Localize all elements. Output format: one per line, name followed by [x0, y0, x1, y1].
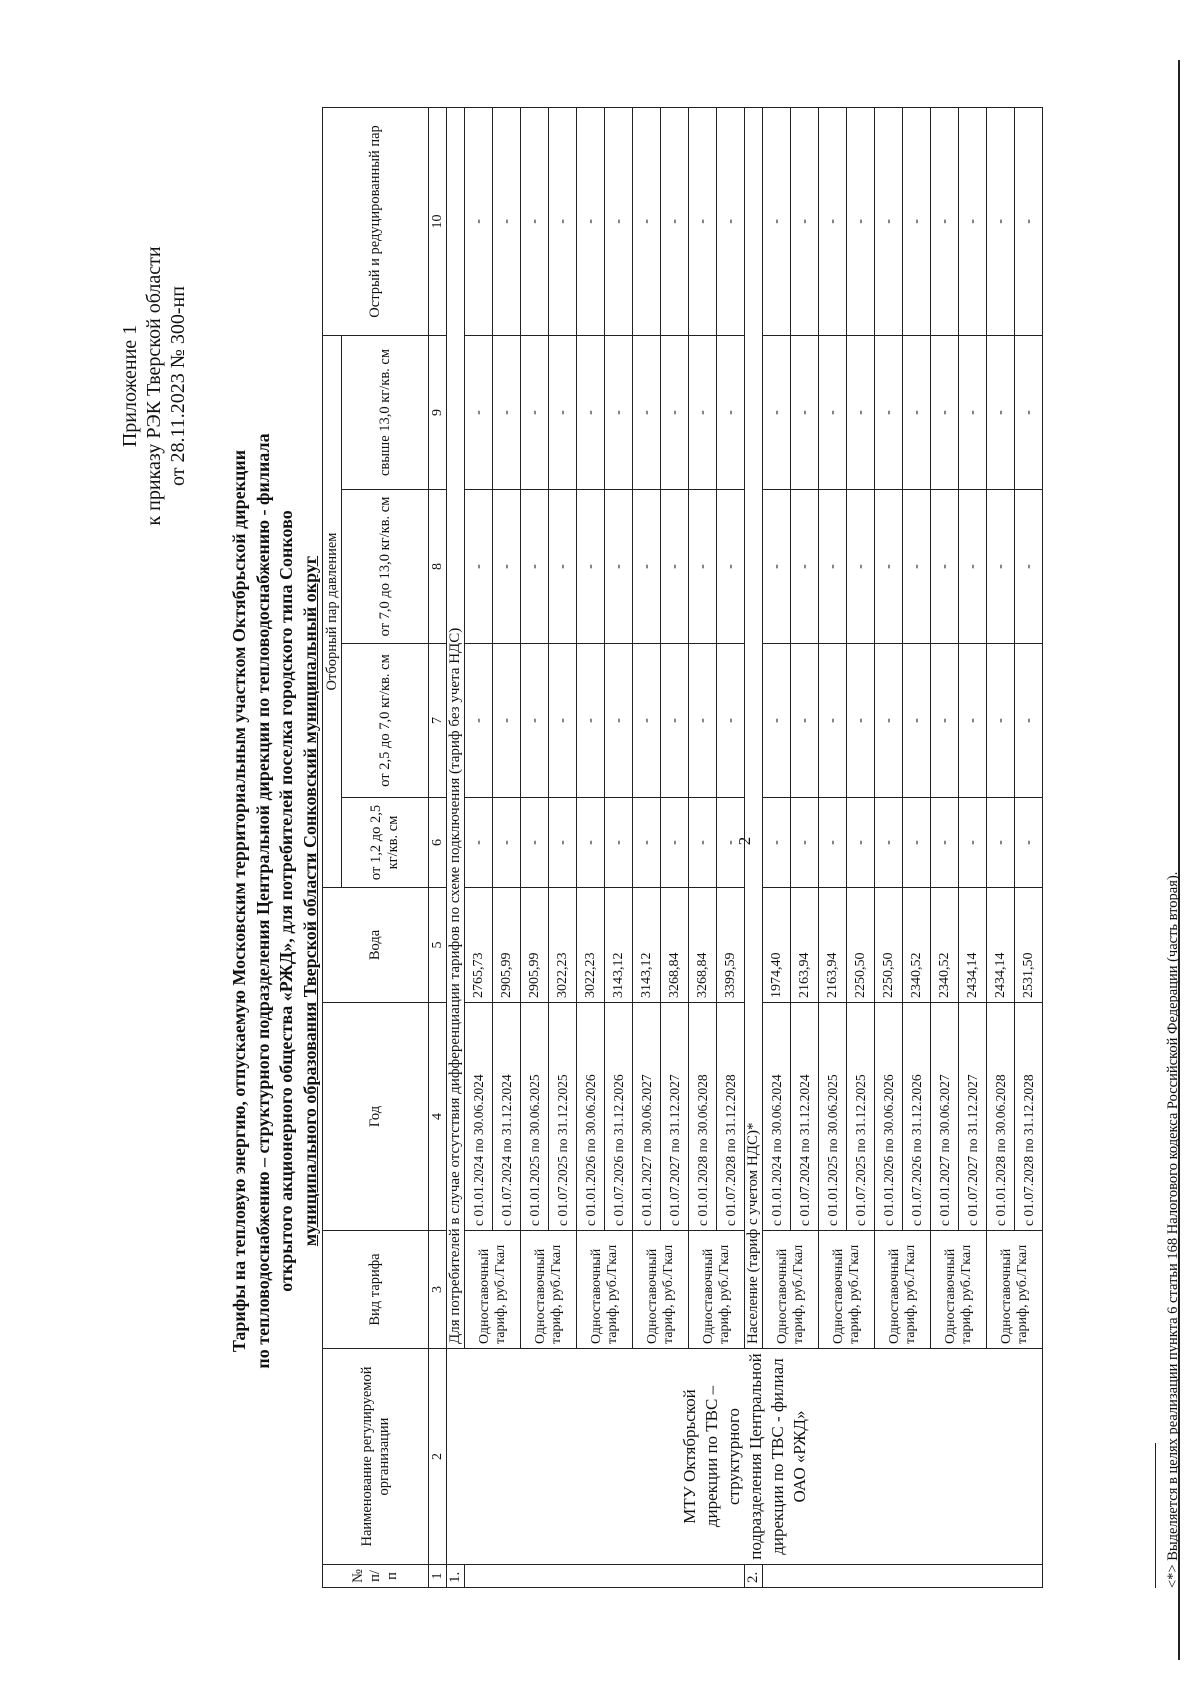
empty-value: -	[633, 644, 661, 798]
water-tariff: 2340,52	[931, 888, 959, 1003]
col-number: 3	[429, 1231, 447, 1349]
tariff-kind: Одноставочный тариф, руб./Гкал	[521, 1231, 577, 1349]
empty-value: -	[1015, 644, 1043, 798]
col-number: 5	[429, 888, 447, 1003]
page-number: 2	[735, 836, 754, 846]
empty-value: -	[987, 335, 1015, 489]
water-tariff: 2434,14	[987, 888, 1015, 1003]
period: с 01.01.2028 по 30.06.2028	[689, 1003, 717, 1231]
period: с 01.07.2024 по 31.12.2024	[493, 1003, 521, 1231]
empty-value: -	[791, 107, 819, 335]
appendix-line1: Приложение 1	[119, 324, 141, 448]
empty-value: -	[549, 107, 577, 335]
section-title: Для потребителей в случае отсутствия дифференциации тарифов по схеме подключения (тариф без учета НДС)	[447, 107, 465, 1348]
col-number: 10	[429, 107, 447, 335]
empty-value: -	[577, 335, 605, 489]
empty-value: -	[465, 107, 493, 335]
empty-value: -	[717, 107, 745, 335]
water-tariff: 2250,50	[875, 888, 903, 1003]
period: с 01.07.2027 по 31.12.2027	[959, 1003, 987, 1231]
empty-value: -	[605, 798, 633, 888]
empty-value: -	[931, 644, 959, 798]
appendix-header	[118, 216, 190, 556]
empty-value: -	[521, 798, 549, 888]
empty-value: -	[661, 107, 689, 335]
empty-value: -	[493, 107, 521, 335]
period: с 01.01.2026 по 30.06.2026	[875, 1003, 903, 1231]
water-tariff: 3268,84	[689, 888, 717, 1003]
header-steam-2: от 2,5 до 7,0 кг/кв. см	[342, 644, 429, 798]
period: с 01.01.2028 по 30.06.2028	[987, 1003, 1015, 1231]
period: с 01.01.2026 по 30.06.2026	[577, 1003, 605, 1231]
empty-value: -	[791, 335, 819, 489]
empty-value: -	[493, 644, 521, 798]
empty-value: -	[819, 335, 847, 489]
title-line3: открытого акционерного общества «РЖД», для потребителей поселка городского типа Сонково	[276, 510, 296, 1292]
empty-value: -	[661, 798, 689, 888]
empty-value: -	[903, 335, 931, 489]
empty-value: -	[717, 490, 745, 644]
title-line2: по тепловодоснабжению – структурного подразделения Центральной дирекции по тепловодоснабжению - филиала	[252, 433, 273, 1369]
empty-value: -	[763, 335, 791, 489]
empty-value: -	[987, 798, 1015, 888]
empty-value: -	[959, 490, 987, 644]
empty-value: -	[689, 335, 717, 489]
header-steam-4: свыше 13,0 кг/кв. см	[342, 335, 429, 489]
empty-value: -	[493, 335, 521, 489]
period: с 01.07.2027 по 31.12.2027	[661, 1003, 689, 1231]
section-title: Население (тариф с учетом НДС)*	[745, 107, 763, 1348]
water-tariff: 3143,12	[633, 888, 661, 1003]
water-tariff: 1974,40	[763, 888, 791, 1003]
empty-value: -	[633, 335, 661, 489]
empty-value: -	[521, 335, 549, 489]
empty-value: -	[689, 644, 717, 798]
period: с 01.01.2024 по 30.06.2024	[465, 1003, 493, 1231]
empty-value: -	[633, 107, 661, 335]
empty-value: -	[493, 490, 521, 644]
empty-value: -	[577, 107, 605, 335]
footnote-link[interactable]: пункта 6 статьи 168	[1165, 1237, 1181, 1361]
empty-value: -	[875, 335, 903, 489]
header-num: № п/п	[323, 1565, 429, 1588]
header-year: Год	[323, 1003, 429, 1231]
empty-value: -	[847, 490, 875, 644]
water-tariff: 2905,99	[521, 888, 549, 1003]
empty-value: -	[577, 798, 605, 888]
water-tariff: 2163,94	[791, 888, 819, 1003]
empty-value: -	[875, 644, 903, 798]
empty-value: -	[633, 490, 661, 644]
title-line4: муниципального образования Тверской области Сонковский муниципальный округ	[299, 555, 320, 1247]
empty-value: -	[521, 644, 549, 798]
empty-value: -	[791, 490, 819, 644]
empty-value: -	[717, 335, 745, 489]
header-water: Вода	[323, 888, 429, 1003]
header-steam-1: от 1,2 до 2,5 кг/кв. см	[342, 798, 429, 888]
period: с 01.01.2025 по 30.06.2025	[819, 1003, 847, 1231]
col-number: 2	[429, 1349, 447, 1565]
empty-value: -	[1015, 335, 1043, 489]
empty-value: -	[763, 490, 791, 644]
period: с 01.07.2028 по 31.12.2028	[717, 1003, 745, 1231]
empty-value: -	[819, 107, 847, 335]
period: с 01.07.2025 по 31.12.2025	[549, 1003, 577, 1231]
footnote-prefix: <*> Выделяется в целях реализации	[1165, 1360, 1181, 1588]
empty-value: -	[847, 644, 875, 798]
water-tariff: 3143,12	[605, 888, 633, 1003]
empty-value: -	[633, 798, 661, 888]
empty-value: -	[819, 490, 847, 644]
empty-value: -	[931, 335, 959, 489]
empty-value: -	[959, 798, 987, 888]
empty-value: -	[959, 335, 987, 489]
organization-name: МТУ Октябрьской дирекции по ТВС – структурного подразделения Центральной дирекции по ТВС - филиал ОАО «РЖД»	[447, 1349, 1043, 1565]
tariff-kind: Одноставочный тариф, руб./Гкал	[819, 1231, 875, 1349]
water-tariff: 3399,59	[717, 888, 745, 1003]
empty-value: -	[959, 644, 987, 798]
empty-value: -	[605, 490, 633, 644]
tariff-kind: Одноставочный тариф, руб./Гкал	[875, 1231, 931, 1349]
period: с 01.01.2025 по 30.06.2025	[521, 1003, 549, 1231]
empty-value: -	[847, 335, 875, 489]
tariff-kind: Одноставочный тариф, руб./Гкал	[465, 1231, 521, 1349]
empty-value: -	[661, 490, 689, 644]
col-number: 8	[429, 490, 447, 644]
header-sharp-steam: Острый и редуцированный пар	[323, 107, 429, 335]
empty-value: -	[577, 644, 605, 798]
empty-value: -	[661, 335, 689, 489]
section-number: 1.	[447, 1565, 465, 1588]
empty-value: -	[1015, 490, 1043, 644]
empty-value: -	[959, 107, 987, 335]
appendix-line3: от 28.11.2023 № 300-нп	[167, 286, 189, 486]
water-tariff: 2163,94	[819, 888, 847, 1003]
col-number: 1	[429, 1565, 447, 1588]
tariff-kind: Одноставочный тариф, руб./Гкал	[689, 1231, 745, 1349]
section-row	[447, 107, 465, 1587]
water-tariff: 3022,23	[549, 888, 577, 1003]
empty-value: -	[465, 490, 493, 644]
empty-value: -	[549, 798, 577, 888]
period: с 01.07.2028 по 31.12.2028	[1015, 1003, 1043, 1231]
period: с 01.07.2026 по 31.12.2026	[903, 1003, 931, 1231]
tariff-kind: Одноставочный тариф, руб./Гкал	[987, 1231, 1043, 1349]
water-tariff: 2905,99	[493, 888, 521, 1003]
period: с 01.01.2024 по 30.06.2024	[763, 1003, 791, 1231]
tariff-kind: Одноставочный тариф, руб./Гкал	[633, 1231, 689, 1349]
empty-value: -	[577, 490, 605, 644]
empty-value: -	[717, 798, 745, 888]
empty-value: -	[605, 335, 633, 489]
empty-value: -	[875, 107, 903, 335]
header-steam-3: от 7,0 до 13,0 кг/кв. см	[342, 490, 429, 644]
empty-value: -	[987, 644, 1015, 798]
period: с 01.07.2026 по 31.12.2026	[605, 1003, 633, 1231]
empty-value: -	[791, 644, 819, 798]
empty-value: -	[903, 490, 931, 644]
empty-value: -	[987, 490, 1015, 644]
empty-value: -	[931, 798, 959, 888]
empty-value: -	[521, 107, 549, 335]
empty-value: -	[521, 490, 549, 644]
empty-value: -	[819, 798, 847, 888]
row-num-empty	[763, 1565, 1043, 1588]
tariff-kind: Одноставочный тариф, руб./Гкал	[577, 1231, 633, 1349]
empty-value: -	[549, 335, 577, 489]
empty-value: -	[465, 798, 493, 888]
water-tariff: 3268,84	[661, 888, 689, 1003]
empty-value: -	[1015, 107, 1043, 335]
empty-value: -	[605, 644, 633, 798]
empty-value: -	[465, 644, 493, 798]
empty-value: -	[689, 107, 717, 335]
appendix-line2: к приказу РЭК Тверской области	[143, 246, 165, 526]
footnote	[1165, 188, 1182, 1588]
col-number: 9	[429, 335, 447, 489]
empty-value: -	[903, 644, 931, 798]
tariff-table	[322, 107, 1043, 1588]
row-num-empty	[465, 1565, 745, 1588]
column-numbers-row	[429, 107, 447, 1587]
empty-value: -	[549, 644, 577, 798]
water-tariff: 2340,52	[903, 888, 931, 1003]
empty-value: -	[763, 798, 791, 888]
col-number: 6	[429, 798, 447, 888]
empty-value: -	[875, 798, 903, 888]
document-title	[228, 336, 322, 1466]
period: с 01.07.2025 по 31.12.2025	[847, 1003, 875, 1231]
empty-value: -	[791, 798, 819, 888]
empty-value: -	[689, 490, 717, 644]
col-number: 7	[429, 644, 447, 798]
empty-value: -	[465, 335, 493, 489]
water-tariff: 2250,50	[847, 888, 875, 1003]
title-line1: Тарифы на тепловую энергию, отпускаемую Московским территориальным участком Октябрьской дирекции	[229, 449, 249, 1353]
empty-value: -	[549, 490, 577, 644]
footnote-suffix: Налогового кодекса Российской Федерации (часть вторая).	[1165, 871, 1181, 1238]
water-tariff: 2765,73	[465, 888, 493, 1003]
empty-value: -	[931, 490, 959, 644]
water-tariff: 2531,50	[1015, 888, 1043, 1003]
section-number: 2.	[745, 1565, 763, 1588]
water-tariff: 3022,23	[577, 888, 605, 1003]
empty-value: -	[763, 107, 791, 335]
col-number: 4	[429, 1003, 447, 1231]
header-kind: Вид тарифа	[323, 1231, 429, 1349]
empty-value: -	[847, 107, 875, 335]
header-org: Наименование регулируемой организации	[323, 1349, 429, 1565]
empty-value: -	[1015, 798, 1043, 888]
empty-value: -	[661, 644, 689, 798]
empty-value: -	[903, 798, 931, 888]
empty-value: -	[903, 107, 931, 335]
empty-value: -	[875, 490, 903, 644]
tariff-kind: Одноставочный тариф, руб./Гкал	[931, 1231, 987, 1349]
header-steam-group: Отборный пар давлением	[323, 335, 342, 887]
empty-value: -	[763, 644, 791, 798]
period: с 01.01.2027 по 30.06.2027	[931, 1003, 959, 1231]
empty-value: -	[847, 798, 875, 888]
tariff-kind: Одноставочный тариф, руб./Гкал	[763, 1231, 819, 1349]
period: с 01.07.2024 по 31.12.2024	[791, 1003, 819, 1231]
empty-value: -	[717, 644, 745, 798]
empty-value: -	[605, 107, 633, 335]
footnote-separator	[1155, 1443, 1156, 1588]
empty-value: -	[987, 107, 1015, 335]
water-tariff: 2434,14	[959, 888, 987, 1003]
empty-value: -	[493, 798, 521, 888]
period: с 01.01.2027 по 30.06.2027	[633, 1003, 661, 1231]
empty-value: -	[689, 798, 717, 888]
empty-value: -	[931, 107, 959, 335]
empty-value: -	[819, 644, 847, 798]
